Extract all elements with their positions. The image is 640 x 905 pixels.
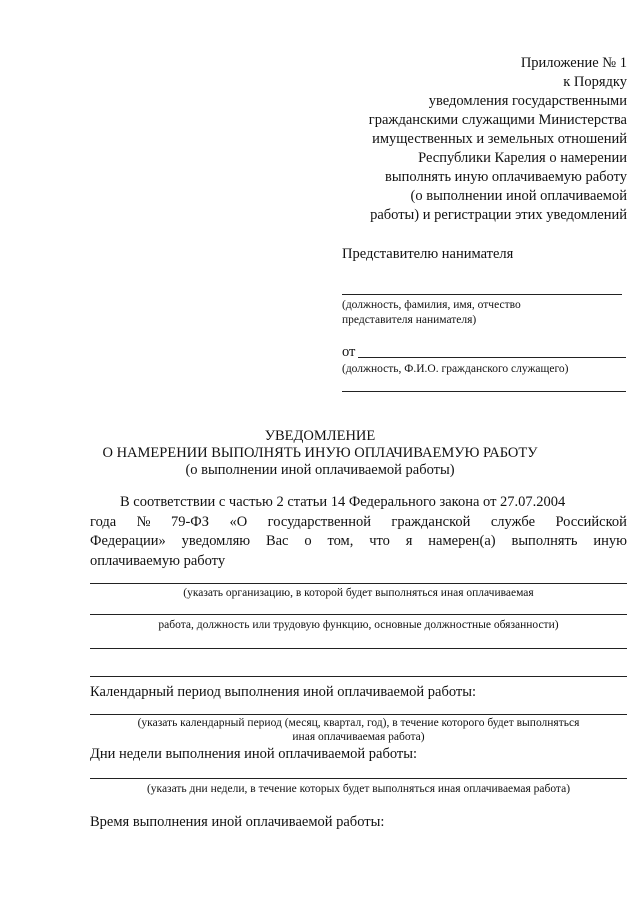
word: выполнять [511,533,578,549]
appendix-line: к Порядку [563,74,627,90]
word: Федерации» [90,533,166,549]
time-label: Время выполнения иной оплачиваемой работы: [90,814,385,830]
appendix-line: имущественных и земельных отношений [372,131,627,147]
days-hint: (указать дни недели, в течение которых будет выполняться иная оплачиваемая работа) [146,783,571,795]
addressee-hint-1: (должность, фамилия, имя, отчество [342,299,521,311]
word: что [369,533,390,549]
word: Вас [265,533,289,549]
org-blank-line-2 [90,614,627,615]
word: государственной [267,513,371,530]
from-blank-line-2 [342,391,626,392]
period-label: Календарный период выполнения иной оплачиваемой работы: [90,684,476,700]
document-title: УВЕДОМЛЕНИЕ [264,428,376,444]
appendix-line: Приложение № 1 [520,55,627,71]
appendix-line: Республики Карелия о намерении [418,150,627,166]
body-text-line-3 [90,532,627,552]
period-hint-2: иная оплачиваемая работа) [292,731,425,743]
word: о [304,533,312,549]
word: «О [229,513,248,530]
word: гражданской [391,513,471,530]
appendix-header [369,54,627,225]
org-hint: (указать организацию, в которой будет выполняться иная оплачиваемая [183,587,534,599]
from-hint: (должность, Ф.И.О. гражданского служащего) [342,363,569,375]
period-hint-1: (указать календарный период (месяц, квартал, год), в течение которого будет выполняться [137,717,580,729]
from-blank-line [358,357,626,358]
document-subtitle: О НАМЕРЕНИИ ВЫПОЛНЯТЬ ИНУЮ ОПЛАЧИВАЕМУЮ РАБОТУ [102,445,538,461]
word: уведомляю [181,533,251,549]
appendix-line: уведомления государственными [428,93,627,109]
word: № [136,513,151,530]
word: том, [327,533,354,549]
duties-hint: работа, должность или трудовую функцию, основные должностные обязанности) [158,619,559,631]
period-blank-line [90,714,627,715]
word: иную [593,533,627,549]
addressee-label: Представителю нанимателя [342,246,514,262]
body-text-line-1: В соответствии с частью 2 статьи 14 Федерального закона от 27.07.2004 [120,494,566,510]
org-blank-line [90,583,627,584]
days-label: Дни недели выполнения иной оплачиваемой работы: [90,746,418,762]
body-paragraph [90,493,627,571]
word: Российской [555,513,627,530]
word: года [90,513,117,530]
word: службе [490,513,536,530]
appendix-line: (о выполнении иной оплачиваемой [410,188,627,204]
days-blank-line [90,778,627,779]
duties-blank-line [90,648,627,649]
document-subtitle-note: (о выполнении иной оплачиваемой работы) [185,462,455,478]
addressee-blank-line [342,294,622,295]
from-label: от [342,344,356,360]
body-text-line-4: оплачиваемую работу [90,552,226,569]
word: я [405,533,413,549]
body-text-line-2 [90,513,627,533]
duties-blank-line-2 [90,676,627,677]
word: намерен(а) [428,533,496,549]
addressee-hint-2: представителя нанимателя) [342,314,477,326]
word: 79-ФЗ [170,513,210,530]
appendix-line: выполнять иную оплачиваемую работу [385,169,627,185]
appendix-line: гражданскими служащими Министерства [368,112,627,128]
appendix-line: работы) и регистрации этих уведомлений [370,207,627,223]
